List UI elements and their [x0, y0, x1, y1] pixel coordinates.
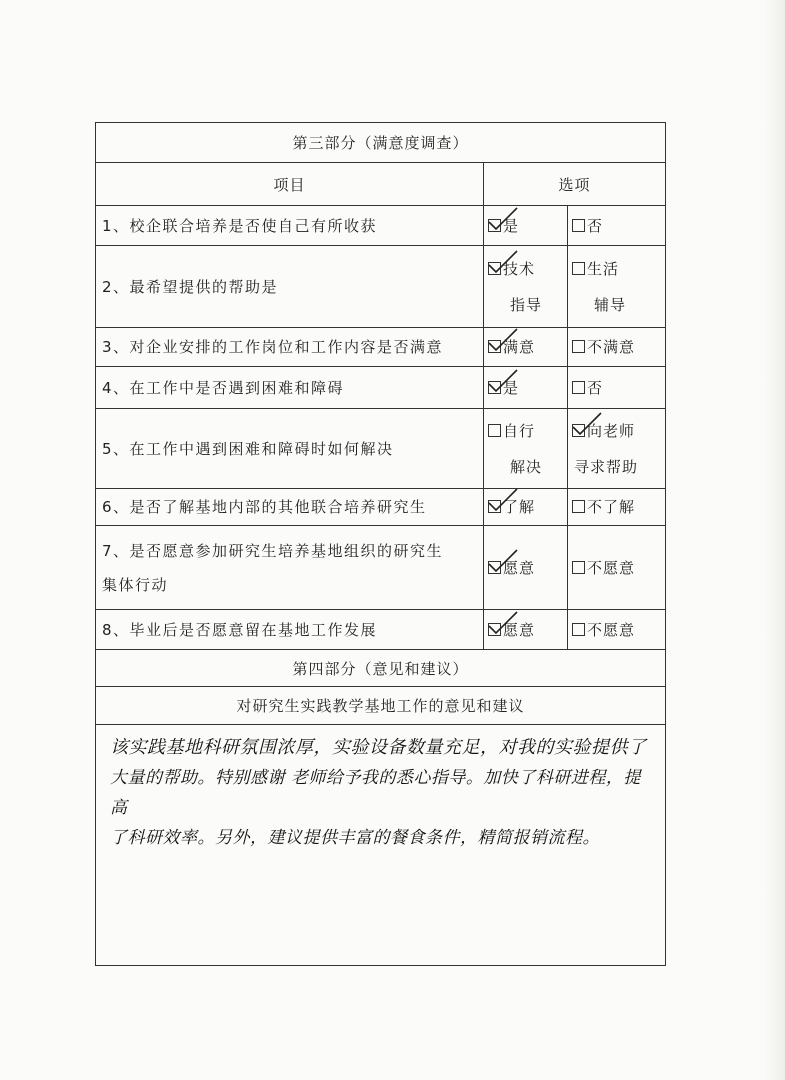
- option-label: 满意: [503, 338, 536, 356]
- option-label: 愿意: [503, 620, 536, 639]
- option-unchecked[interactable]: [568, 489, 666, 526]
- option-label-line2: 辅导: [594, 295, 627, 314]
- option-label: 否: [587, 216, 604, 235]
- checkbox-unchecked[interactable]: [572, 262, 585, 275]
- option-checked[interactable]: [484, 367, 568, 409]
- option-checked[interactable]: [484, 526, 568, 610]
- checkmark-icon: [487, 249, 521, 275]
- option-label: 生活: [587, 259, 620, 278]
- question-text: 4、在工作中是否遇到困难和障碍: [96, 367, 484, 409]
- option-label: 自行: [503, 421, 536, 440]
- question-text: 1、校企联合培养是否使自己有所收获: [96, 206, 484, 246]
- comment-line: 该实践基地科研氛围浓厚，实验设备数量充足，对我的实验提供了: [110, 737, 647, 758]
- question-text: 2、最希望提供的帮助是: [96, 246, 484, 328]
- option-label: 否: [587, 378, 604, 397]
- option-label-line2: 寻求帮助: [574, 457, 639, 476]
- table-row: [96, 409, 666, 489]
- checkbox-checked[interactable]: [488, 500, 501, 513]
- option-label: 了解: [503, 498, 536, 516]
- option-label: 向老师: [587, 421, 636, 440]
- checkbox-unchecked[interactable]: [572, 219, 585, 232]
- table-row: [96, 610, 666, 650]
- checkmark-icon: [487, 548, 521, 574]
- checkmark-icon: [487, 487, 521, 513]
- checkbox-unchecked[interactable]: [488, 424, 501, 437]
- checkbox-checked[interactable]: [488, 561, 501, 574]
- checkbox-checked[interactable]: [488, 340, 501, 353]
- checkmark-icon: [571, 411, 605, 437]
- column-header-options: 选项: [484, 163, 666, 206]
- option-unchecked[interactable]: [568, 206, 666, 246]
- checkbox-unchecked[interactable]: [572, 340, 585, 353]
- option-checked[interactable]: [484, 610, 568, 650]
- option-unchecked[interactable]: [568, 367, 666, 409]
- checkbox-unchecked[interactable]: [572, 500, 585, 513]
- comment-line: 大量的帮助。特别感谢 老师给予我的悉心指导。加快了科研进程，提高: [110, 768, 641, 818]
- option-label-line2: 指导: [510, 295, 543, 314]
- checkbox-unchecked[interactable]: [572, 561, 585, 574]
- part4-subtitle: 对研究生实践教学基地工作的意见和建议: [96, 687, 666, 725]
- option-unchecked[interactable]: [484, 409, 568, 489]
- option-label: 愿意: [503, 558, 536, 577]
- part3-title: 第三部分（满意度调查）: [96, 123, 666, 163]
- option-checked[interactable]: [484, 489, 568, 526]
- table-row: [96, 526, 666, 610]
- option-label-line2: 解决: [510, 457, 543, 476]
- option-checked[interactable]: [484, 328, 568, 367]
- comment-line: 了科研效率。另外，建议提供丰富的餐食条件，精简报销流程。: [110, 828, 600, 848]
- option-unchecked[interactable]: [568, 328, 666, 367]
- checkmark-icon: [487, 610, 521, 636]
- checkbox-checked[interactable]: [488, 623, 501, 636]
- option-checked[interactable]: [568, 409, 666, 489]
- question-text: 3、对企业安排的工作岗位和工作内容是否满意: [96, 328, 484, 367]
- option-checked[interactable]: [484, 246, 568, 328]
- question-text: 6、是否了解基地内部的其他联合培养研究生: [96, 489, 484, 526]
- question-text: 5、在工作中遇到困难和障碍时如何解决: [96, 409, 484, 489]
- option-label: 不愿意: [587, 620, 636, 639]
- checkmark-icon: [487, 206, 521, 232]
- table-row: [96, 489, 666, 526]
- option-unchecked[interactable]: [568, 246, 666, 328]
- option-checked[interactable]: [484, 206, 568, 246]
- option-label: 是: [503, 378, 520, 397]
- question-text: 8、毕业后是否愿意留在基地工作发展: [96, 610, 484, 650]
- comment-box[interactable]: [96, 725, 666, 966]
- option-label: 不愿意: [587, 558, 636, 577]
- option-unchecked[interactable]: [568, 526, 666, 610]
- question-line1: 7、是否愿意参加研究生培养基地组织的研究生: [102, 541, 444, 560]
- option-label: 不满意: [587, 338, 636, 356]
- checkbox-checked[interactable]: [488, 262, 501, 275]
- checkbox-checked[interactable]: [572, 424, 585, 437]
- column-header-item: 项目: [96, 163, 484, 206]
- table-row: [96, 367, 666, 409]
- checkbox-checked[interactable]: [488, 381, 501, 394]
- question-line2: 集体行动: [102, 575, 169, 594]
- table-row: [96, 206, 666, 246]
- option-label: 技术: [503, 259, 536, 278]
- question-text: [96, 526, 484, 610]
- checkbox-unchecked[interactable]: [572, 381, 585, 394]
- option-label: 是: [503, 216, 520, 235]
- checkmark-icon: [487, 368, 521, 394]
- table-row: [96, 246, 666, 328]
- satisfaction-survey-table: [95, 122, 666, 966]
- part4-title: 第四部分（意见和建议）: [96, 650, 666, 687]
- handwritten-comment: [110, 733, 655, 853]
- page-edge-shadow: [763, 0, 785, 1080]
- option-label: 不了解: [587, 498, 636, 516]
- checkbox-checked[interactable]: [488, 219, 501, 232]
- checkmark-icon: [487, 327, 521, 353]
- option-unchecked[interactable]: [568, 610, 666, 650]
- checkbox-unchecked[interactable]: [572, 623, 585, 636]
- table-row: [96, 328, 666, 367]
